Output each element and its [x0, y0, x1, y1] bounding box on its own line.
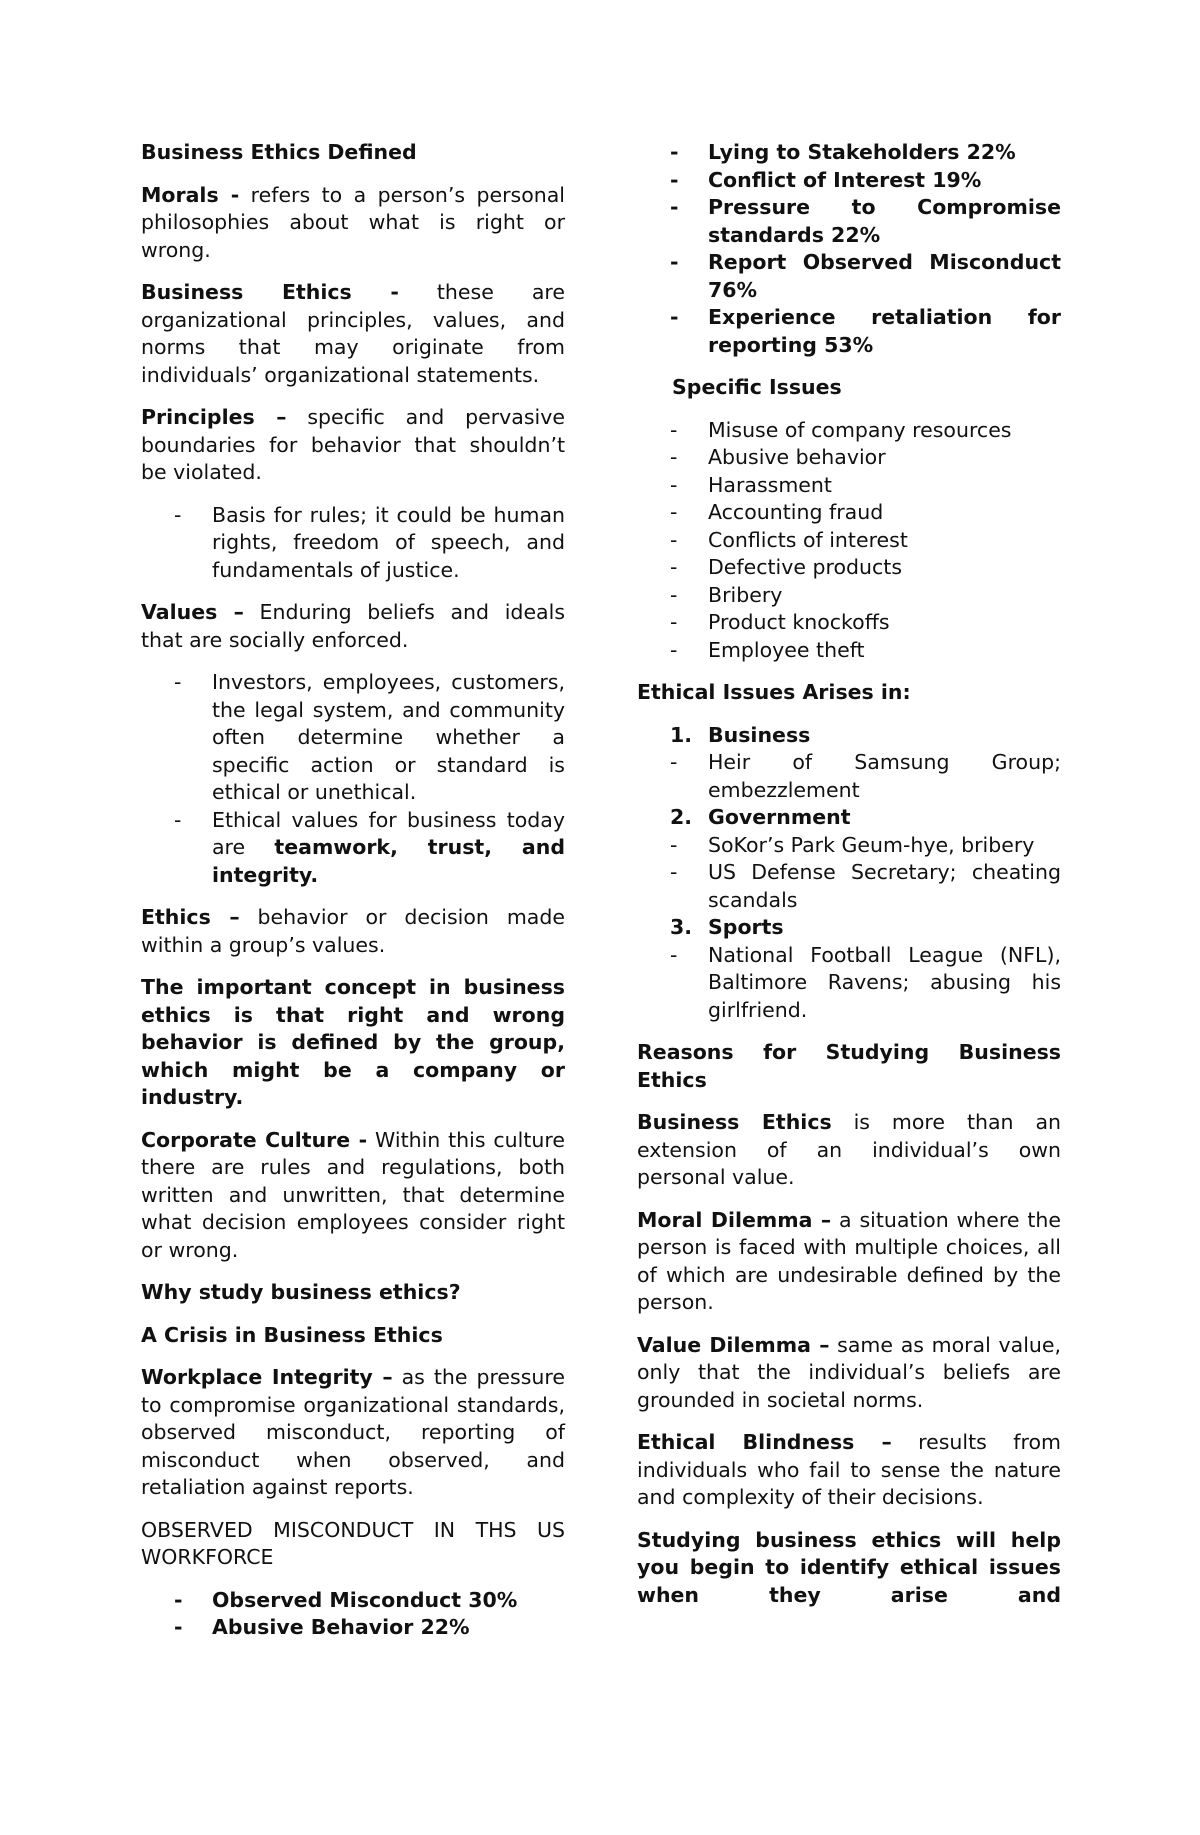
definition: results from individuals who fail to sense the nature and complexity of their decisions. — [637, 1430, 1062, 1509]
right-column — [637, 139, 1061, 1624]
term: Workplace Integrity – — [141, 1365, 393, 1389]
number-marker: 2. — [670, 805, 693, 829]
list-item: - SoKor’s Park Geum-hye, bribery — [637, 832, 1061, 860]
term: Business Ethics — [637, 1110, 832, 1134]
definition-business-ethics-2 — [637, 1109, 1061, 1192]
dash-marker: - — [670, 610, 678, 634]
dash-marker: - — [670, 582, 678, 607]
dash-marker: - — [670, 637, 678, 662]
dash-marker: - — [670, 832, 678, 857]
dash-marker: - — [670, 195, 679, 219]
dash-marker: - — [670, 750, 678, 774]
definition-corporate-culture — [141, 1127, 565, 1265]
list-item: - Basis for rules; it could be human rights, freedom of speech, and fundamentals of justice. — [174, 502, 565, 582]
arises-list — [637, 722, 1061, 1025]
term: Morals - — [141, 182, 240, 207]
term: Ethics – — [141, 905, 240, 929]
dash-marker: - — [174, 1615, 183, 1639]
term: Values – — [141, 600, 244, 624]
term: Business Ethics - — [141, 280, 399, 304]
definition: is more than an extension of an individual’s own personal value. — [637, 1110, 1062, 1189]
dash-marker: - — [670, 472, 678, 497]
dash-marker: - — [670, 417, 678, 442]
dash-marker: - — [670, 555, 678, 579]
arises-category-sports: 3. Sports — [637, 914, 1061, 942]
list-item: - Accounting fraud — [637, 499, 1061, 527]
definition-principles — [141, 404, 565, 487]
list-item: - Misuse of company resources — [637, 417, 1061, 445]
term: Moral Dilemma – — [637, 1207, 832, 1232]
number-marker: 3. — [670, 915, 693, 939]
term: Principles – — [141, 405, 287, 429]
why-study-heading: Why study business ethics? — [141, 1280, 461, 1304]
list-item: - Ethical values for business today are teamwork, trust, and integrity. — [174, 807, 565, 887]
specific-issues-heading: Specific Issues — [672, 375, 842, 399]
term: Value Dilemma – — [637, 1332, 830, 1357]
definition: same as moral value, only that the individual’s beliefs are grounded in societal norms. — [637, 1332, 1062, 1412]
list-item: - Abusive behavior — [637, 444, 1061, 472]
definition-values — [141, 599, 565, 654]
dash-marker: - — [670, 167, 679, 192]
list-item: - Experience retaliation for reporting 53% — [670, 305, 1061, 357]
definition: refers to a person’s personal philosophies about what is right or wrong. — [141, 182, 565, 262]
arises-category-government: 2. Government — [637, 804, 1061, 832]
arises-category-business: 1. Business — [637, 722, 1061, 750]
list-item: - Report Observed Misconduct 76% — [670, 250, 1061, 302]
list-item: - Investors, employees, customers, the legal system, and community often determine whether a specific action or standard is ethical or unethical. — [174, 670, 565, 804]
dash-marker: - — [670, 305, 679, 329]
dash-marker: - — [670, 445, 678, 469]
term: Corporate Culture - — [141, 1127, 368, 1152]
dash-marker: - — [670, 527, 678, 552]
definition-moral-dilemma — [637, 1207, 1061, 1317]
arises-heading: Ethical Issues Arises in: — [637, 680, 911, 704]
section-title: Business Ethics Defined — [141, 140, 417, 164]
definition: specific and pervasive boundaries for behavior that shouldn’t be violated. — [141, 405, 565, 484]
list-item: - Harassment — [637, 472, 1061, 500]
list-item: - Lying to Stakeholders 22% — [637, 139, 1061, 167]
list-item: - Bribery — [637, 582, 1061, 610]
list-item: - Product knockoffs — [637, 609, 1061, 637]
dash-marker: - — [670, 942, 678, 967]
definition-ethics — [141, 904, 565, 959]
dash-marker: - — [174, 670, 182, 694]
definition-business-ethics — [141, 279, 565, 389]
definition: Within this culture there are rules and regulations, both written and unwritten, that determine what decision employees consider right or wrong. — [141, 1127, 565, 1262]
principles-list — [141, 502, 565, 585]
definition: Enduring beliefs and ideals that are socially enforced. — [141, 600, 565, 652]
crisis-heading: A Crisis in Business Ethics — [141, 1322, 443, 1347]
reasons-heading: Reasons for Studying Business Ethics — [637, 1040, 1061, 1092]
list-item: - Conflicts of interest — [637, 527, 1061, 555]
observed-misconduct-list — [141, 1587, 565, 1642]
observed-misconduct-heading: OBSERVED MISCONDUCT IN THS US WORKFORCE — [141, 1517, 565, 1569]
dash-marker: - — [174, 502, 182, 527]
list-item: - Observed Misconduct 30% — [141, 1587, 565, 1615]
list-item: - Conflict of Interest 19% — [637, 167, 1061, 195]
dash-marker: - — [174, 807, 182, 832]
definition: these are organizational principles, values, and norms that may originate from individuals’ organizational statements. — [141, 280, 565, 387]
list-item: - US Defense Secretary; cheating scandals — [670, 860, 1061, 912]
dash-marker: - — [174, 1587, 183, 1612]
definition-ethical-blindness — [637, 1429, 1061, 1512]
definition: behavior or decision made within a group’s values. — [141, 905, 565, 957]
closing-paragraph: Studying business ethics will help you begin to identify ethical issues when they arise and — [637, 1527, 1061, 1607]
workforce-stats-list — [637, 139, 1061, 359]
definition: a situation where the person is faced with multiple choices, all of which are undesirable defined by the person. — [637, 1207, 1061, 1314]
list-item: - Abusive Behavior 22% — [141, 1614, 565, 1642]
list-item: - Defective products — [637, 554, 1061, 582]
list-item: - Employee theft — [637, 637, 1061, 665]
specific-issues-list — [637, 417, 1061, 665]
list-item: - Heir of Samsung Group; embezzlement — [670, 750, 1061, 802]
term: Ethical Blindness – — [637, 1430, 892, 1454]
dash-marker: - — [670, 860, 678, 884]
dash-marker: - — [670, 500, 678, 524]
number-marker: 1. — [670, 722, 693, 747]
definition-morals — [141, 182, 565, 265]
left-column — [141, 139, 565, 1657]
list-item: - Pressure to Compromise standards 22% — [670, 195, 1061, 247]
values-list — [141, 669, 565, 889]
definition-workplace-integrity — [141, 1364, 565, 1502]
dash-marker: - — [670, 140, 679, 164]
definition-value-dilemma — [637, 1332, 1061, 1415]
important-concept: The important concept in business ethics is that right and wrong behavior is defined by the group, which might be a company or industry. — [141, 975, 565, 1109]
dash-marker: - — [670, 250, 679, 274]
definition: as the pressure to compromise organizational standards, observed misconduct, reporting of misconduct when observed, and retaliation against reports. — [141, 1365, 565, 1499]
list-item: - National Football League (NFL), Baltimore Ravens; abusing his girlfriend. — [670, 942, 1061, 1022]
